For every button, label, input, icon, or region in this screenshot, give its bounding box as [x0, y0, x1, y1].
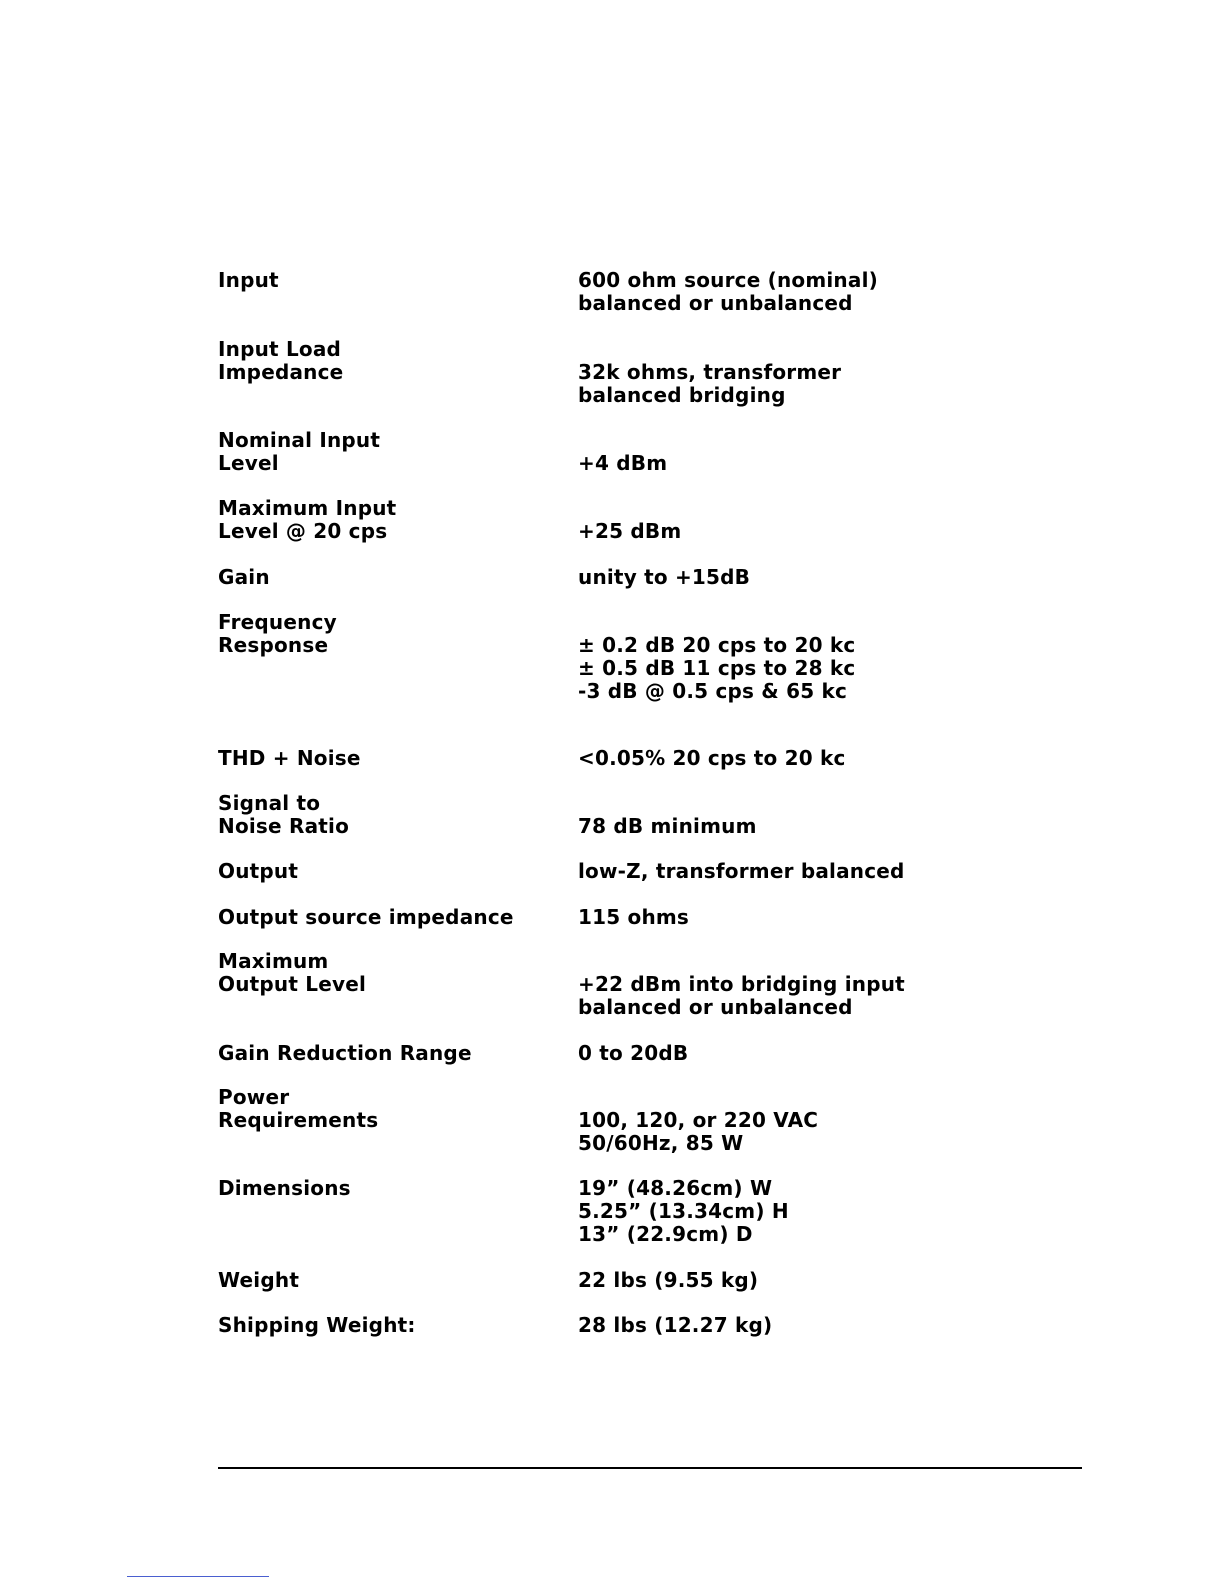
spec-value-output-source-impedance: 115 ohms [578, 905, 690, 929]
spec-value-dimensions: 19” (48.26cm) W [578, 1176, 773, 1200]
spec-label-input: Input [218, 268, 279, 292]
spec-value-gain: unity to +15dB [578, 565, 751, 589]
spec-value-frequency-response: ± 0.5 dB 11 cps to 28 kc [578, 656, 856, 680]
spec-value-nominal-input-level: +4 dBm [578, 451, 668, 475]
spec-value-maximum-input-level: +25 dBm [578, 519, 682, 543]
spec-label-output: Output [218, 859, 299, 883]
spec-value-power-requirements: 100, 120, or 220 VAC [578, 1108, 819, 1132]
spec-label-maximum-input-level: Maximum Input [218, 496, 397, 520]
spec-label-thd-noise: THD + Noise [218, 746, 361, 770]
spec-label-maximum-output-level: Maximum [218, 949, 329, 973]
spec-value-input-load-impedance: balanced bridging [578, 383, 786, 407]
spec-value-dimensions: 13” (22.9cm) D [578, 1222, 753, 1246]
spec-label-input-load-impedance: Impedance [218, 360, 344, 384]
spec-value-output: low-Z, transformer balanced [578, 859, 905, 883]
spec-label-signal-to-noise: Noise Ratio [218, 814, 350, 838]
spec-label-nominal-input-level: Level [218, 451, 279, 475]
spec-label-signal-to-noise: Signal to [218, 791, 321, 815]
footer-divider [218, 1467, 1082, 1469]
spec-label-input-load-impedance: Input Load [218, 337, 342, 361]
footer-link-underline [127, 1576, 269, 1577]
spec-value-input-load-impedance: 32k ohms, transformer [578, 360, 842, 384]
spec-label-power-requirements: Power [218, 1085, 290, 1109]
spec-label-dimensions: Dimensions [218, 1176, 351, 1200]
spec-value-shipping-weight: 28 lbs (12.27 kg) [578, 1313, 773, 1337]
spec-label-frequency-response: Response [218, 633, 329, 657]
spec-value-thd-noise: <0.05% 20 cps to 20 kc [578, 746, 846, 770]
spec-label-nominal-input-level: Nominal Input [218, 428, 381, 452]
spec-label-gain: Gain [218, 565, 270, 589]
spec-label-maximum-output-level: Output Level [218, 972, 367, 996]
spec-label-weight: Weight [218, 1268, 300, 1292]
spec-value-input: balanced or unbalanced [578, 291, 853, 315]
spec-label-frequency-response: Frequency [218, 610, 337, 634]
spec-label-maximum-input-level: Level @ 20 cps [218, 519, 388, 543]
spec-label-output-source-impedance: Output source impedance [218, 905, 514, 929]
spec-label-shipping-weight: Shipping Weight: [218, 1313, 416, 1337]
spec-value-maximum-output-level: balanced or unbalanced [578, 995, 853, 1019]
spec-value-maximum-output-level: +22 dBm into bridging input [578, 972, 905, 996]
spec-value-frequency-response: -3 dB @ 0.5 cps & 65 kc [578, 679, 848, 703]
spec-value-input: 600 ohm source (nominal) [578, 268, 878, 292]
spec-value-gain-reduction-range: 0 to 20dB [578, 1041, 689, 1065]
spec-value-dimensions: 5.25” (13.34cm) H [578, 1199, 789, 1223]
spec-value-power-requirements: 50/60Hz, 85 W [578, 1131, 744, 1155]
spec-label-power-requirements: Requirements [218, 1108, 379, 1132]
spec-value-signal-to-noise: 78 dB minimum [578, 814, 757, 838]
spec-label-gain-reduction-range: Gain Reduction Range [218, 1041, 472, 1065]
spec-value-weight: 22 lbs (9.55 kg) [578, 1268, 759, 1292]
spec-value-frequency-response: ± 0.2 dB 20 cps to 20 kc [578, 633, 856, 657]
